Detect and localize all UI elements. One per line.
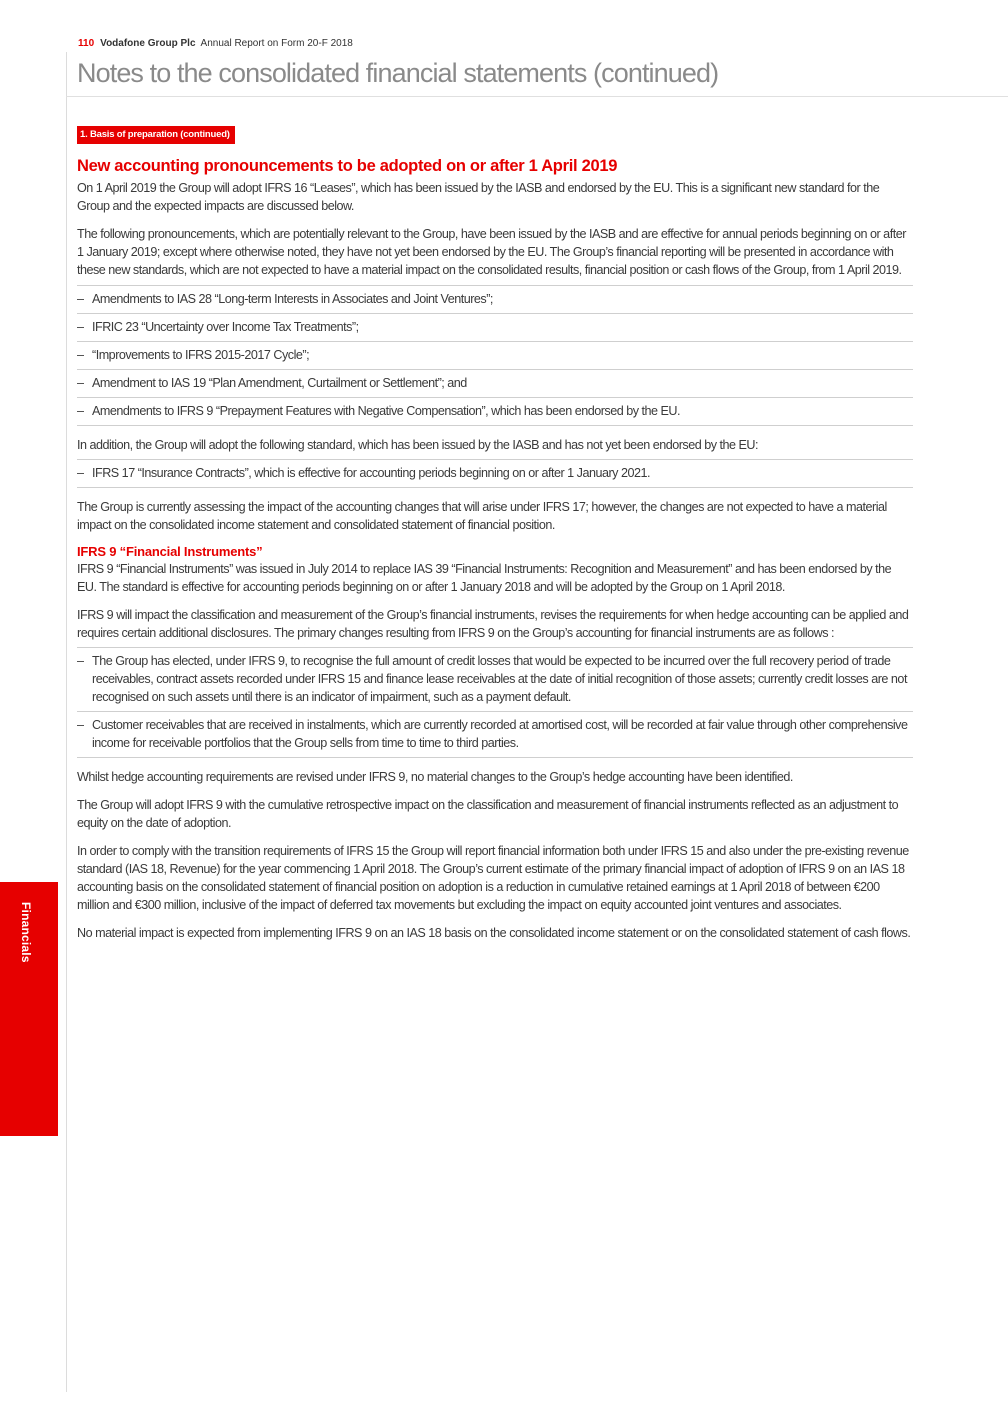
running-header	[78, 38, 353, 49]
list-item: – The Group has elected, under IFRS 9, to recognise the full amount of credit losses that would be expected to be incurred over the full recovery period of trade receivables, contract assets recorded under IFRS 15 and finance lease receivables at the date of initial recognition of those assets; currently credit losses are not recognised on such assets until there is an indicator of impairment, such as a payment default.	[77, 647, 913, 711]
paragraph: The Group will adopt IFRS 9 with the cumulative retrospective impact on the classification and measurement of financial instruments reflected as an adjustment to equity on the date of adoption.	[77, 798, 899, 830]
main-content	[77, 124, 913, 952]
pronouncements-list	[77, 285, 913, 426]
paragraph: In addition, the Group will adopt the following standard, which has been issued by the IASB and has not yet been endorsed by the EU:	[77, 438, 759, 452]
title-divider	[66, 96, 1008, 97]
list-item: – Amendments to IFRS 9 “Prepayment Features with Negative Compensation”, which has been endorsed by the EU.	[77, 397, 913, 426]
paragraph: On 1 April 2019 the Group will adopt IFRS 16 “Leases”, which has been issued by the IASB and endorsed by the EU. This is a significant new standard for the Group and the expected impacts are discussed below.	[77, 181, 880, 213]
list-item: – Amendments to IAS 28 “Long-term Interests in Associates and Joint Ventures”;	[77, 285, 913, 313]
section-side-tab[interactable]	[0, 882, 58, 1136]
list-item: – IFRIC 23 “Uncertainty over Income Tax Treatments”;	[77, 313, 913, 341]
company-name: Vodafone Group Plc	[100, 38, 196, 49]
section-heading: New accounting pronouncements to be adopted on or after 1 April 2019	[77, 157, 618, 175]
paragraph: The following pronouncements, which are potentially relevant to the Group, have been issued by the IASB and are effective for annual periods beginning on or after 1 January 2019; except where otherwise noted, they have not yet been endorsed by the EU. The Group’s financial reporting will be presented in accordance with these new standards, which are not expected to have a material impact on the consolidated results, financial position or cash flows of the Group, from 1 April 2019.	[77, 227, 906, 277]
paragraph: IFRS 9 will impact the classification and measurement of the Group’s financial instruments, revises the requirements for when hedge accounting can be applied and requires certain additional disclosures. The primary changes resulting from IFRS 9 on the Group’s accounting for financial instruments are as follows :	[77, 608, 909, 640]
paragraph: Whilst hedge accounting requirements are revised under IFRS 9, no material changes to the Group’s hedge accounting have been identified.	[77, 770, 793, 784]
section-badge: 1. Basis of preparation (continued)	[77, 126, 235, 144]
report-name: Annual Report on Form 20-F 2018	[200, 38, 353, 49]
subsection-heading: IFRS 9 “Financial Instruments”	[77, 544, 263, 559]
list-item: – IFRS 17 “Insurance Contracts”, which is effective for accounting periods beginning on or after 1 January 2021.	[77, 459, 913, 488]
page-number: 110	[78, 38, 95, 49]
margin-rule	[66, 52, 67, 1392]
page-title: Notes to the consolidated financial statements (continued)	[77, 58, 719, 88]
paragraph: In order to comply with the transition requirements of IFRS 15 the Group will report financial information both under IFRS 15 and also under the pre-existing revenue standard (IAS 18, Revenue) for the year commencing 1 April 2018. The Group’s current estimate of the primary financial impact of adoption of IFRS 9 on an IAS 18 accounting basis on the consolidated statement of financial position on adoption is a reduction in cumulative retained earnings at 1 April 2018 of between €200 million and €300 million, inclusive of the impact of deferred tax movements but excluding the impact on equity accounted joint ventures and associates.	[77, 844, 909, 912]
ifrs9-changes-list	[77, 647, 913, 758]
standards-list	[77, 459, 913, 488]
list-item: – “Improvements to IFRS 2015-2017 Cycle”;	[77, 341, 913, 369]
side-tab-label: Financials	[19, 902, 33, 963]
paragraph: The Group is currently assessing the impact of the accounting changes that will arise under IFRS 17; however, the changes are not expected to have a material impact on the consolidated income statement and consolidated statement of financial position.	[77, 500, 887, 532]
paragraph: No material impact is expected from implementing IFRS 9 on an IAS 18 basis on the consolidated income statement or on the consolidated statement of cash flows.	[77, 926, 911, 940]
paragraph: IFRS 9 “Financial Instruments” was issued in July 2014 to replace IAS 39 “Financial Instruments: Recognition and Measurement” and has been endorsed by the EU. The standard is effective for accounting periods beginning on or after 1 January 2018 and will be adopted by the Group on 1 April 2018.	[77, 562, 892, 594]
list-item: – Customer receivables that are received in instalments, which are currently recorded at amortised cost, will be recorded at fair value through other comprehensive income for receivable portfolios that the Group sells from time to time to third parties.	[77, 711, 913, 758]
list-item: – Amendment to IAS 19 “Plan Amendment, Curtailment or Settlement”; and	[77, 369, 913, 397]
